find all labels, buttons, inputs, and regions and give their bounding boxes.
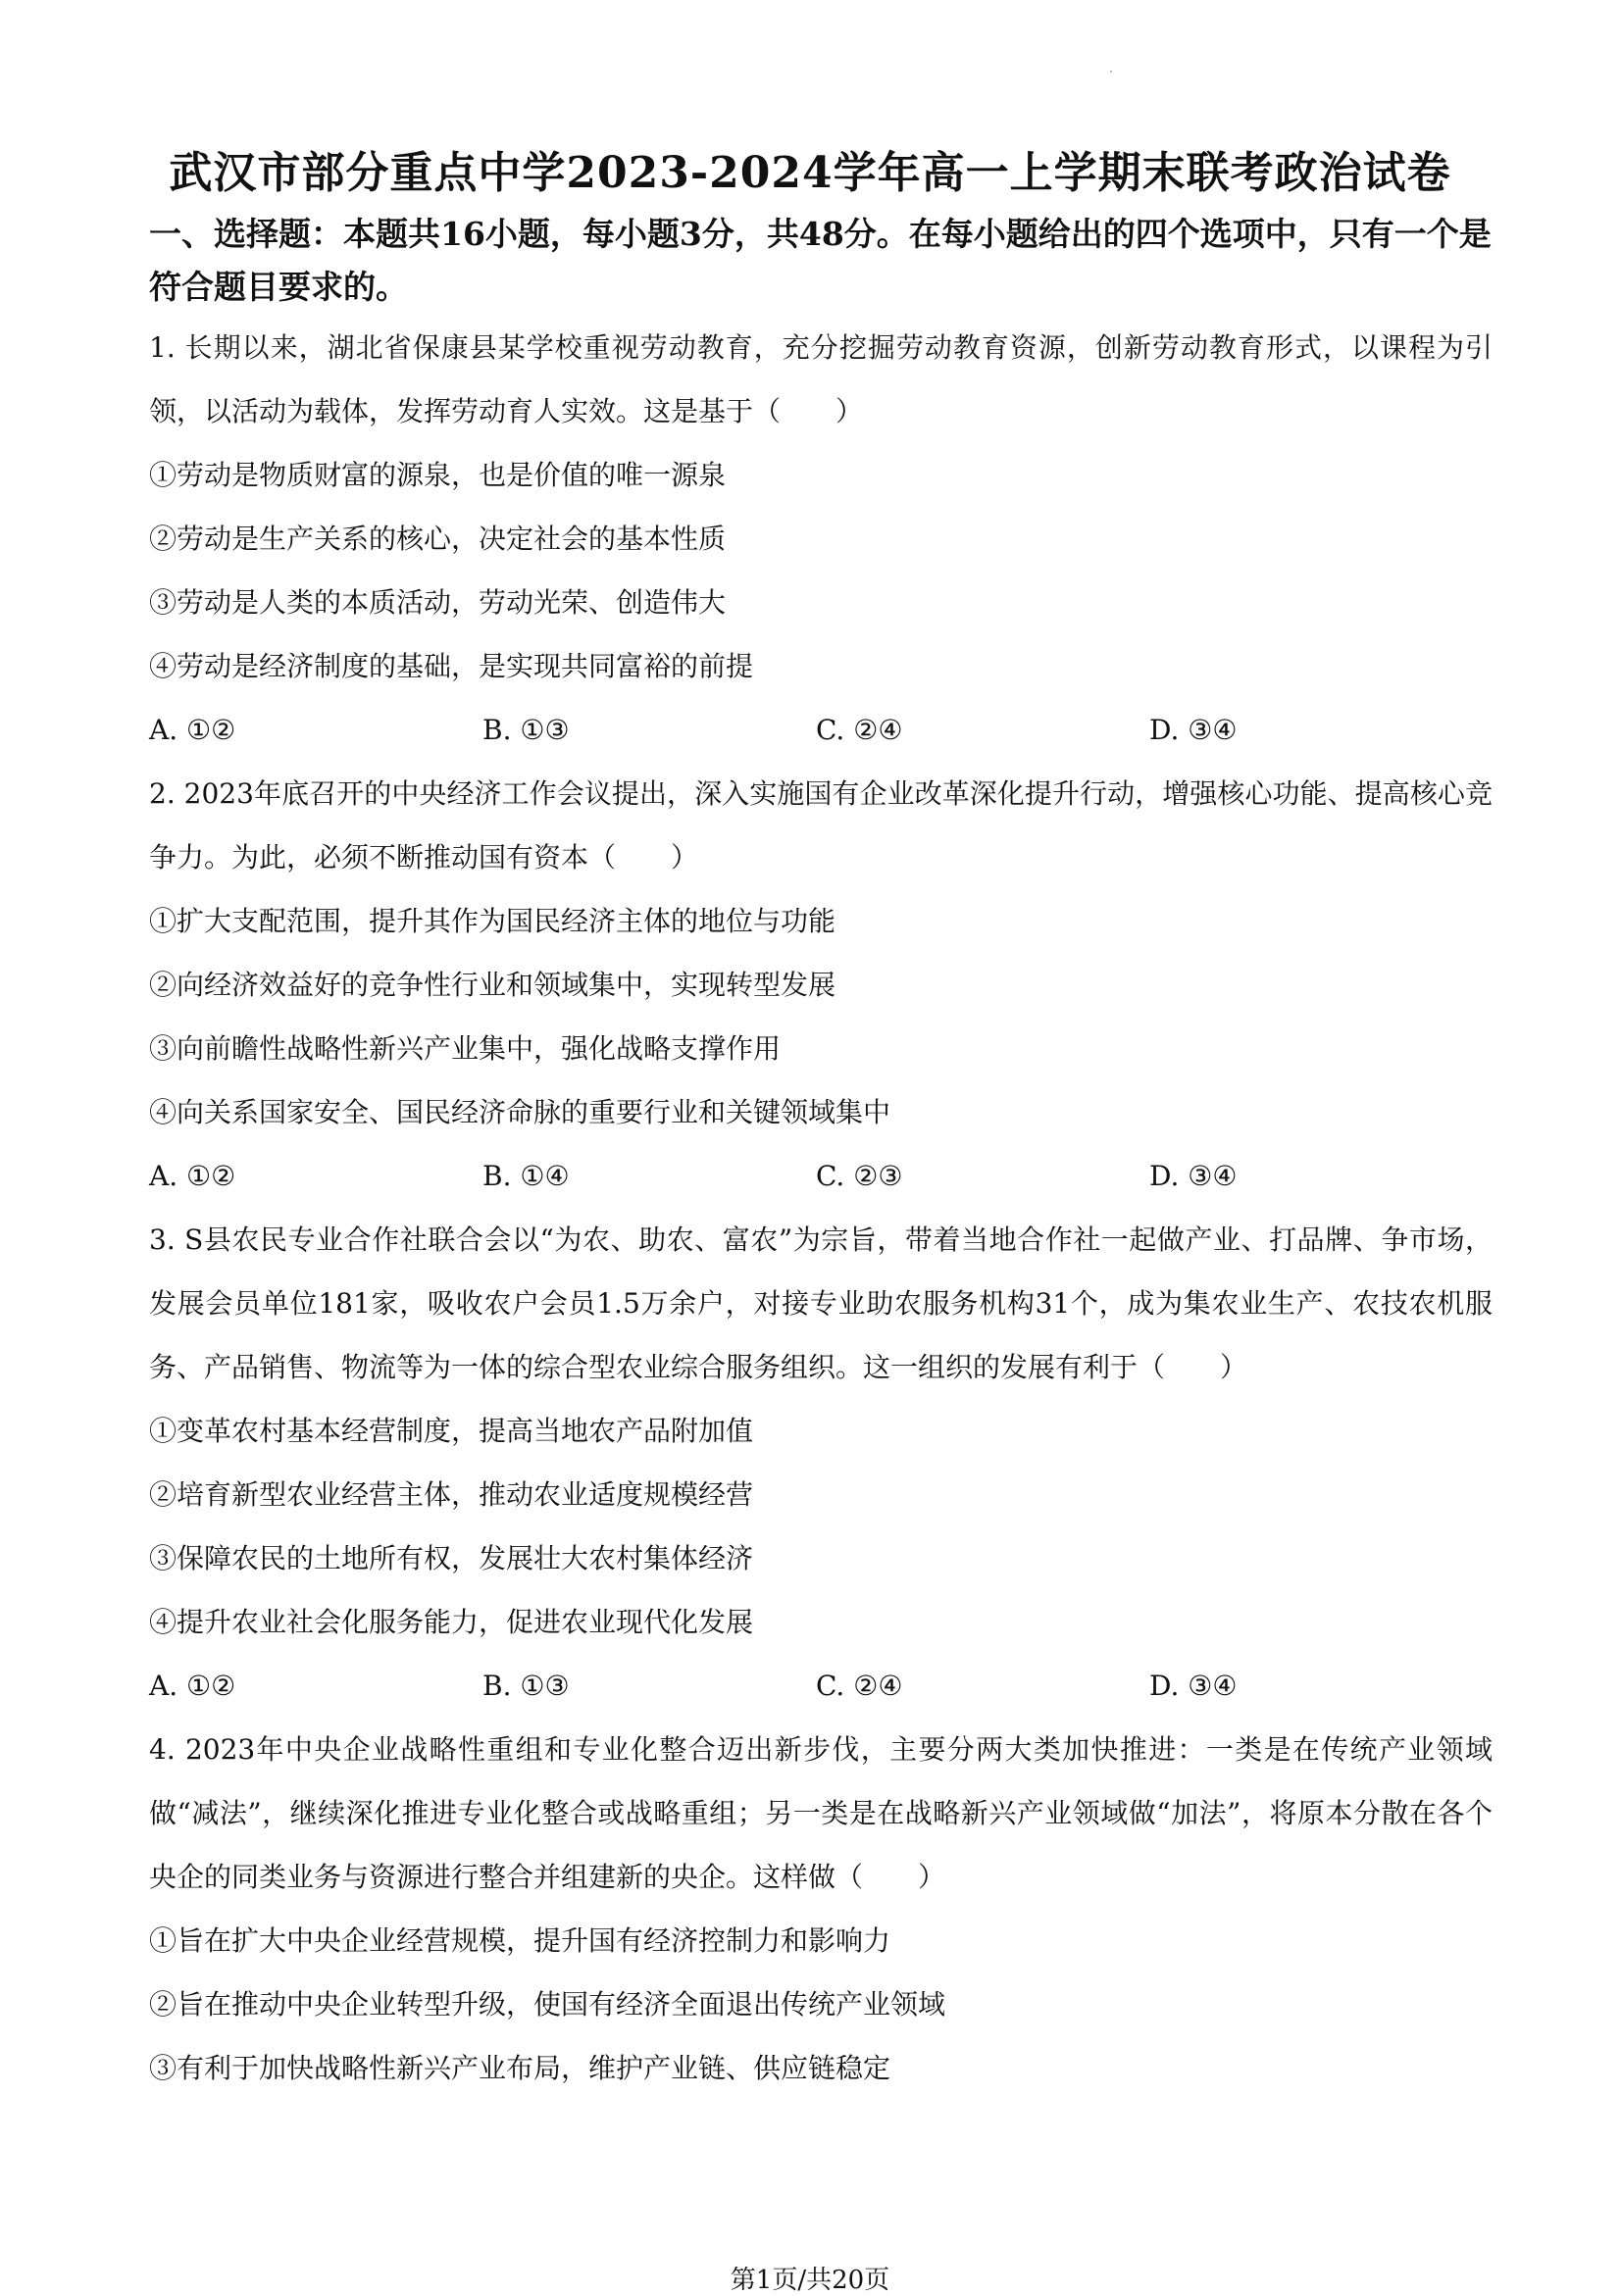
- question-option: ③有利于加快战略性新兴产业布局，维护产业链、供应链稳定: [149, 2052, 891, 2084]
- choice-d: D. ③④: [1149, 1160, 1238, 1192]
- question-option: ④向关系国家安全、国民经济命脉的重要行业和关键领域集中: [149, 1096, 891, 1128]
- question-3: [149, 1208, 1493, 1718]
- question-option: ③保障农民的土地所有权，发展壮大农村集体经济: [149, 1542, 754, 1574]
- question-option: ②旨在推动中央企业转型升级，使国有经济全面退出传统产业领域: [149, 1988, 946, 2021]
- question-2: [149, 762, 1493, 1208]
- section-heading: 一、选择题：本题共16小题，每小题3分，共48分。在每小题给出的四个选项中，只有一个是符合题目要求的。: [149, 215, 1492, 306]
- question-option: ④劳动是经济制度的基础，是实现共同富裕的前提: [149, 650, 754, 682]
- question-1: [149, 316, 1493, 762]
- question-option: ③向前瞻性战略性新兴产业集中，强化战略支撑作用: [149, 1032, 782, 1065]
- question-option: ②劳动是生产关系的核心，决定社会的基本性质: [149, 523, 727, 555]
- choice-d: D. ③④: [1149, 714, 1238, 746]
- choice-b: B. ①③: [482, 714, 570, 746]
- choice-d: D. ③④: [1149, 1670, 1238, 1702]
- answer-choices: [149, 1654, 1493, 1718]
- question-option: ①扩大支配范围，提升其作为国民经济主体的地位与功能: [149, 905, 836, 937]
- question-option: ①变革农村基本经营制度，提高当地农产品附加值: [149, 1415, 754, 1447]
- exam-title: 武汉市部分重点中学2023-2024学年高一上学期末联考政治试卷: [169, 148, 1451, 198]
- question-4: [149, 1718, 1493, 2100]
- choice-a: A. ①②: [149, 1670, 236, 1702]
- page-footer: 第1页/共20页: [730, 2266, 890, 2295]
- choice-b: B. ①④: [482, 1160, 570, 1192]
- question-option: ①旨在扩大中央企业经营规模，提升国有经济控制力和影响力: [149, 1924, 891, 1957]
- choice-c: C. ②③: [816, 1160, 903, 1192]
- choice-b: B. ①③: [482, 1670, 570, 1702]
- question-stem: 3. S县农民专业合作社联合会以“为农、助农、富农”为宗旨，带着当地合作社一起做产业、打品牌、争市场，发展会员单位181家，吸收农户会员1.5万余户，对接专业助农服务机构31个，成为集农业生产、农技农机服务、产品销售、物流等为一体的综合型农业综合服务组织。这一组织的发展有利于（ ）: [149, 1223, 1493, 1383]
- choice-c: C. ②④: [816, 714, 903, 746]
- question-option: ①劳动是物质财富的源泉，也是价值的唯一源泉: [149, 459, 727, 491]
- question-option: ②培育新型农业经营主体，推动农业适度规模经营: [149, 1478, 754, 1511]
- question-option: ④提升农业社会化服务能力，促进农业现代化发展: [149, 1606, 754, 1638]
- scan-speck: [1110, 71, 1112, 73]
- question-stem: 2. 2023年底召开的中央经济工作会议提出，深入实施国有企业改革深化提升行动，增强核心功能、提高核心竞争力。为此，必须不断推动国有资本（ ）: [149, 777, 1493, 873]
- question-list: [149, 316, 1493, 2100]
- choice-a: A. ①②: [149, 1160, 236, 1192]
- choice-c: C. ②④: [816, 1670, 903, 1702]
- answer-choices: [149, 1144, 1493, 1208]
- question-stem: 1. 长期以来，湖北省保康县某学校重视劳动教育，充分挖掘劳动教育资源，创新劳动教育形式，以课程为引领，以活动为载体，发挥劳动育人实效。这是基于（ ）: [149, 331, 1493, 427]
- question-stem: 4. 2023年中央企业战略性重组和专业化整合迈出新步伐，主要分两大类加快推进：一类是在传统产业领域做“减法”，继续深化推进专业化整合或战略重组；另一类是在战略新兴产业领域做“加法”，将原本分散在各个央企的同类业务与资源进行整合并组建新的央企。这样做（ ）: [149, 1733, 1493, 1893]
- question-option: ②向经济效益好的竞争性行业和领域集中，实现转型发展: [149, 969, 836, 1001]
- question-option: ③劳动是人类的本质活动，劳动光荣、创造伟大: [149, 586, 727, 619]
- answer-choices: [149, 698, 1493, 762]
- choice-a: A. ①②: [149, 714, 236, 746]
